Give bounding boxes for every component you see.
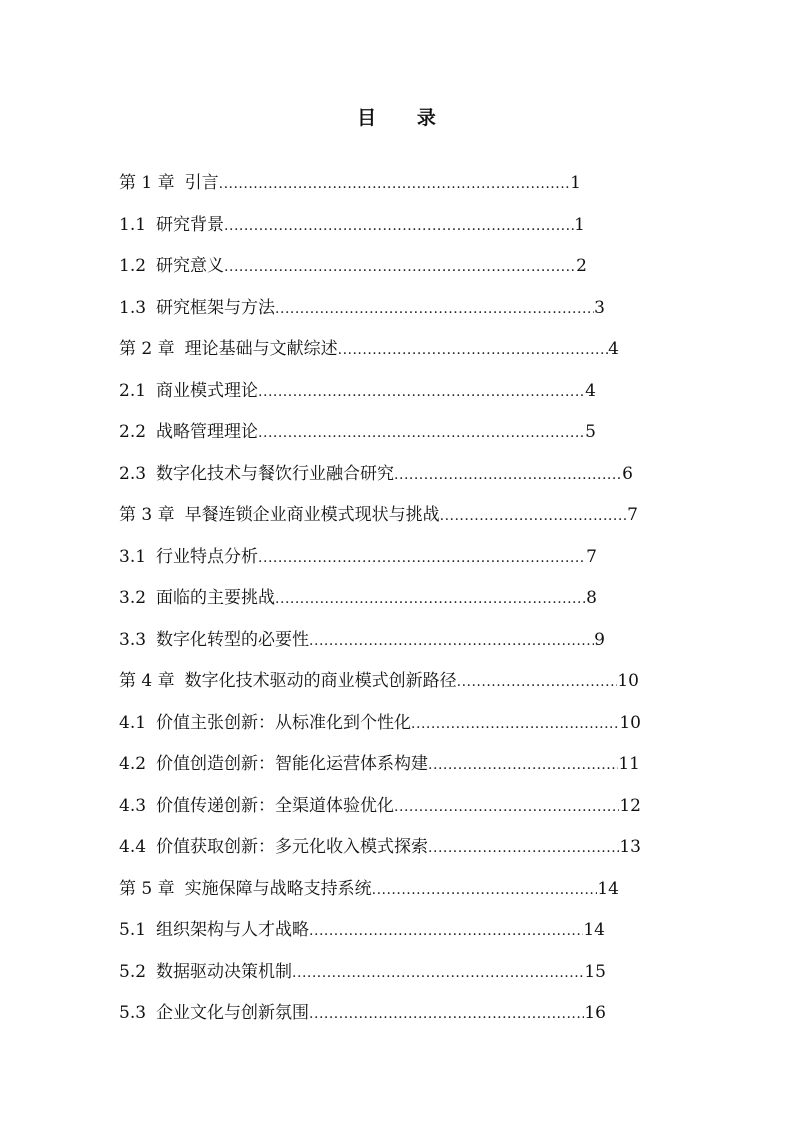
toc-entry-number: 3.3 [119, 629, 147, 650]
toc-entry-title: 组织架构与人才战略 [156, 920, 310, 940]
toc-entry-page: 3 [594, 297, 605, 318]
toc-entry-4-3[interactable] [119, 786, 641, 826]
toc-entry-1[interactable] [119, 163, 581, 203]
toc-entry-title: 理论基础与文献综述 [184, 339, 338, 359]
toc-entry-4[interactable] [119, 661, 639, 701]
toc-leader-dots [309, 621, 594, 661]
toc-entry-number: 第 3 章 [119, 505, 175, 525]
toc-leader-dots [219, 164, 571, 204]
toc-entry-page: 6 [622, 463, 633, 484]
toc-entry-number: 5.2 [119, 961, 147, 982]
toc-leader-dots [372, 870, 598, 910]
toc-leader-dots [394, 787, 619, 827]
toc-entry-3-3[interactable] [119, 620, 605, 660]
toc-leader-dots [224, 247, 576, 287]
toc-leader-dots [275, 579, 586, 619]
toc-entry-page: 10 [617, 671, 639, 691]
toc-entry-3-1[interactable] [119, 537, 597, 577]
toc-entry-number: 2.1 [119, 380, 147, 401]
toc-leader-dots [394, 455, 622, 495]
toc-entry-title: 战略管理理论 [156, 422, 259, 442]
toc-entry-title: 数字化技术与餐饮行业融合研究 [156, 463, 395, 484]
toc-entry-number: 第 4 章 [119, 671, 175, 691]
toc-entry-title: 价值获取创新：多元化收入模式探索 [156, 837, 429, 857]
toc-entry-number: 第 1 章 [119, 173, 175, 193]
toc-entry-title: 价值传递创新：全渠道体验优化 [156, 795, 395, 816]
toc-entry-page: 2 [576, 256, 587, 276]
toc-entry-page: 4 [585, 380, 596, 401]
toc-entry-page: 7 [586, 546, 597, 567]
toc-entry-title: 研究意义 [156, 256, 225, 276]
toc-entry-page: 11 [618, 754, 640, 774]
toc-entry-1-2[interactable] [119, 246, 587, 286]
toc-entry-page: 13 [619, 837, 641, 857]
toc-entry-page: 4 [608, 339, 619, 359]
toc-leader-dots [224, 206, 574, 246]
toc-entry-title: 数字化技术驱动的商业模式创新路径 [184, 671, 457, 691]
toc-entry-number: 4.3 [119, 795, 147, 816]
toc-entry-number: 第 2 章 [119, 339, 175, 359]
toc-leader-dots [258, 538, 586, 578]
toc-entry-number: 1.2 [119, 256, 147, 276]
toc-entry-title: 实施保障与战略支持系统 [184, 878, 372, 899]
toc-entry-title: 行业特点分析 [156, 546, 259, 567]
toc-entry-number: 5.3 [119, 1003, 147, 1023]
toc-entry-page: 14 [583, 920, 605, 940]
toc-entry-4-4[interactable] [119, 827, 641, 867]
toc-entry-2-2[interactable] [119, 412, 596, 452]
toc-leader-dots [275, 289, 594, 329]
toc-leader-dots [457, 662, 618, 702]
toc-leader-dots [428, 745, 618, 785]
toc-leader-dots [411, 704, 619, 744]
toc-entry-1-3[interactable] [119, 288, 605, 328]
toc-entry-number: 2.2 [119, 422, 147, 442]
toc-entry-page: 10 [619, 712, 641, 733]
toc-title: 目 录 [357, 107, 453, 129]
toc-entry-4-1[interactable] [119, 703, 641, 743]
toc-entry-number: 4.1 [119, 712, 147, 733]
toc-entry-title: 价值主张创新：从标准化到个性化 [156, 712, 412, 733]
toc-leader-dots [309, 994, 584, 1034]
toc-entry-number: 5.1 [119, 920, 147, 940]
toc-entry-2-3[interactable] [119, 454, 633, 494]
toc-leader-dots [338, 330, 609, 370]
toc-entry-title: 价值创造创新：智能化运营体系构建 [156, 754, 429, 774]
toc-entry-number: 1.3 [119, 297, 147, 318]
toc-entry-title: 面临的主要挑战 [156, 588, 276, 608]
toc-leader-dots [440, 496, 628, 536]
toc-entry-5[interactable] [119, 869, 619, 909]
toc-entry-title: 早餐连锁企业商业模式现状与挑战 [184, 505, 440, 525]
toc-entry-number: 2.3 [119, 463, 147, 484]
toc-entry-page: 16 [584, 1003, 606, 1023]
toc-entry-4-2[interactable] [119, 744, 640, 784]
toc-entry-title: 研究框架与方法 [156, 297, 276, 318]
toc-entry-page: 8 [586, 588, 597, 608]
toc-entry-title: 数字化转型的必要性 [156, 629, 310, 650]
toc-entry-5-1[interactable] [119, 910, 605, 950]
toc-entry-page: 5 [585, 422, 596, 442]
toc-leader-dots [258, 372, 585, 412]
toc-entry-number: 4.2 [119, 754, 147, 774]
toc-entry-title: 研究背景 [156, 214, 225, 235]
toc-entry-title: 引言 [184, 173, 219, 193]
toc-entry-3-2[interactable] [119, 578, 597, 618]
toc-entry-page: 1 [570, 173, 581, 193]
toc-leader-dots [428, 828, 619, 868]
toc-entry-number: 4.4 [119, 837, 147, 857]
toc-entry-title: 数据驱动决策机制 [156, 961, 293, 982]
toc-leader-dots [258, 413, 585, 453]
toc-entry-3[interactable] [119, 495, 638, 535]
toc-entry-5-2[interactable] [119, 952, 606, 992]
toc-leader-dots [292, 953, 584, 993]
toc-entry-number: 3.2 [119, 588, 147, 608]
toc-entry-5-3[interactable] [119, 993, 606, 1033]
toc-entry-title: 商业模式理论 [156, 380, 259, 401]
toc-entry-number: 第 5 章 [119, 878, 175, 899]
toc-entry-page: 14 [597, 878, 619, 899]
toc-entry-title: 企业文化与创新氛围 [156, 1003, 310, 1023]
toc-entry-2-1[interactable] [119, 371, 596, 411]
toc-entry-page: 9 [594, 629, 605, 650]
toc-entry-number: 3.1 [119, 546, 147, 567]
toc-entry-page: 12 [619, 795, 641, 816]
toc-entry-number: 1.1 [119, 214, 147, 235]
toc-entry-page: 1 [574, 214, 585, 235]
toc-entry-page: 15 [584, 961, 606, 982]
toc-entry-page: 7 [627, 505, 638, 525]
toc-entry-1-1[interactable] [119, 205, 585, 245]
toc-leader-dots [309, 911, 583, 951]
toc-entry-2[interactable] [119, 329, 619, 369]
